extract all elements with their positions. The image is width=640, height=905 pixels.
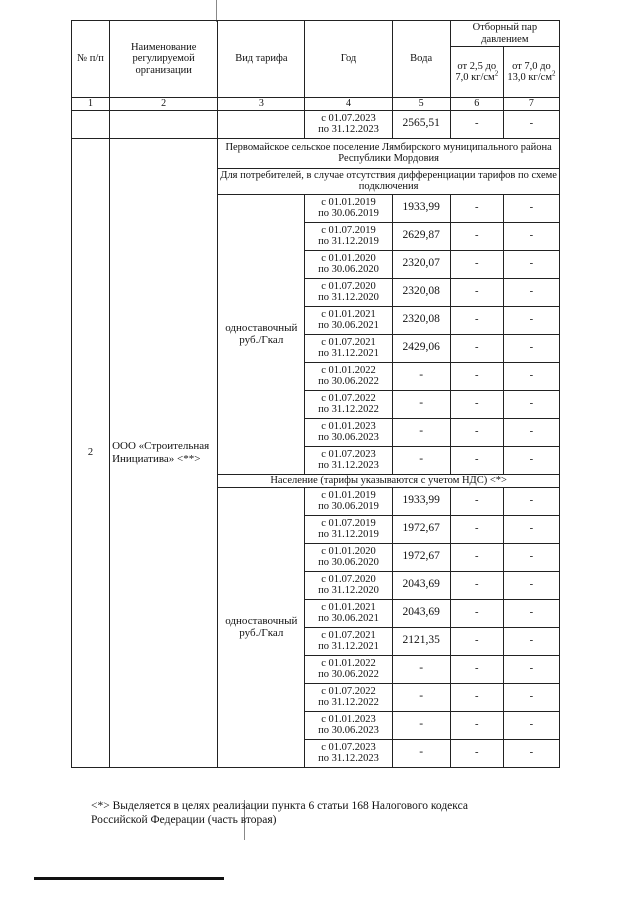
period-from: с 01.07.2023 — [321, 448, 376, 460]
header-water: Вода — [392, 21, 450, 98]
steam-high-value: - — [503, 655, 559, 683]
period-from: с 01.01.2022 — [321, 364, 376, 376]
period-from: с 01.07.2020 — [321, 280, 376, 292]
header-steam: Отборный пар давлением — [450, 21, 559, 47]
period-cell — [305, 222, 392, 250]
period-from: с 01.01.2019 — [321, 489, 376, 501]
period-from: с 01.07.2023 — [321, 112, 376, 124]
period-from: с 01.07.2022 — [321, 392, 376, 404]
period-to: по 31.12.2019 — [318, 529, 379, 540]
period-cell — [305, 418, 392, 446]
steam-high-value: - — [503, 711, 559, 739]
steam-low-value: - — [450, 446, 503, 474]
period-cell — [305, 711, 392, 739]
footnote: <*> Выделяется в целях реализации пункта 6 статьи 168 Налогового кодекса — [91, 800, 468, 812]
steam-high-value: - — [503, 222, 559, 250]
header-org: Наименование регулируемой организации — [110, 21, 218, 98]
header-steam-high-text: от 7,0 до 13,0 кг/см — [507, 60, 552, 83]
consumers-title: Для потребителей, в случае отсутствия дифференциации тарифов по схеме подключения — [218, 168, 560, 194]
col-number: 2 — [110, 98, 218, 111]
water-value: 2043,69 — [392, 599, 450, 627]
steam-high-value: - — [503, 627, 559, 655]
steam-high-value: - — [503, 250, 559, 278]
steam-low-value: - — [450, 194, 503, 222]
period-to: по 31.12.2019 — [318, 236, 379, 247]
period-cell — [305, 334, 392, 362]
period-cell — [305, 362, 392, 390]
period-cell — [305, 599, 392, 627]
period-to: по 30.06.2021 — [318, 320, 379, 331]
water-value: 2429,06 — [392, 334, 450, 362]
steam-high-value: - — [503, 683, 559, 711]
empty-cell — [218, 110, 305, 138]
water-value: 2565,51 — [392, 110, 450, 138]
steam-high-value: - — [503, 446, 559, 474]
period-from: с 01.07.2019 — [321, 224, 376, 236]
col-number: 3 — [218, 98, 305, 111]
footer-rule — [34, 877, 224, 880]
steam-high-value: - — [503, 110, 559, 138]
period-from: с 01.01.2019 — [321, 196, 376, 208]
tariff-table — [71, 20, 560, 768]
steam-high-value: - — [503, 515, 559, 543]
steam-low-value: - — [450, 362, 503, 390]
steam-low-value: - — [450, 222, 503, 250]
period-from: с 01.01.2020 — [321, 252, 376, 264]
period-to: по 31.12.2020 — [318, 585, 379, 596]
water-value: 2320,08 — [392, 278, 450, 306]
period-to: по 31.12.2020 — [318, 292, 379, 303]
period-cell — [305, 655, 392, 683]
steam-high-value: - — [503, 390, 559, 418]
water-value: 1933,99 — [392, 194, 450, 222]
water-value: 1972,67 — [392, 515, 450, 543]
water-value: - — [392, 390, 450, 418]
period-cell — [305, 571, 392, 599]
period-cell — [305, 110, 392, 138]
steam-low-value: - — [450, 655, 503, 683]
empty-cell — [110, 110, 218, 138]
col-number: 5 — [392, 98, 450, 111]
water-value: 2320,08 — [392, 306, 450, 334]
table-row-prev — [72, 110, 560, 138]
water-value: - — [392, 711, 450, 739]
steam-low-value: - — [450, 306, 503, 334]
steam-low-value: - — [450, 683, 503, 711]
period-cell — [305, 390, 392, 418]
steam-low-value: - — [450, 543, 503, 571]
scan-fold-line-top — [216, 0, 217, 22]
steam-low-value: - — [450, 250, 503, 278]
header-steam-high-sup: 2 — [551, 69, 556, 78]
steam-high-value: - — [503, 306, 559, 334]
water-value: 2629,87 — [392, 222, 450, 250]
period-cell — [305, 739, 392, 767]
period-to: по 31.12.2022 — [318, 697, 379, 708]
tariff-type-label: одноставочный руб./Гкал — [218, 487, 305, 767]
organization-name: ООО «Строительная Инициатива» <**> — [110, 138, 218, 767]
water-value: - — [392, 362, 450, 390]
column-numbers-row — [72, 98, 560, 111]
period-cell — [305, 543, 392, 571]
steam-high-value: - — [503, 194, 559, 222]
period-to: по 31.12.2023 — [318, 753, 379, 764]
period-to: по 31.12.2023 — [318, 460, 379, 471]
steam-low-value: - — [450, 711, 503, 739]
period-cell — [305, 446, 392, 474]
period-to: по 30.06.2020 — [318, 264, 379, 275]
water-value: - — [392, 739, 450, 767]
period-cell — [305, 683, 392, 711]
water-value: 2320,07 — [392, 250, 450, 278]
period-to: по 31.12.2023 — [318, 124, 379, 135]
water-value: - — [392, 418, 450, 446]
steam-high-value: - — [503, 739, 559, 767]
period-to: по 30.06.2019 — [318, 208, 379, 219]
period-from: с 01.01.2020 — [321, 545, 376, 557]
header-year: Год — [305, 21, 392, 98]
col-number: 1 — [72, 98, 110, 111]
steam-low-value: - — [450, 515, 503, 543]
steam-low-value: - — [450, 571, 503, 599]
header-steam-high — [503, 47, 559, 98]
period-cell — [305, 306, 392, 334]
period-to: по 30.06.2022 — [318, 376, 379, 387]
period-from: с 01.07.2022 — [321, 685, 376, 697]
period-cell — [305, 194, 392, 222]
population-title: Население (тарифы указываются с учетом НДС) <*> — [218, 474, 560, 487]
header-num: № п/п — [72, 21, 110, 98]
period-from: с 01.07.2021 — [321, 629, 376, 641]
water-value: - — [392, 655, 450, 683]
period-to: по 31.12.2022 — [318, 404, 379, 415]
header-tariff-type: Вид тарифа — [218, 21, 305, 98]
period-to: по 30.06.2020 — [318, 557, 379, 568]
period-from: с 01.07.2021 — [321, 336, 376, 348]
period-from: с 01.01.2021 — [321, 308, 376, 320]
steam-low-value: - — [450, 390, 503, 418]
settlement-title: Первомайское сельское поселение Лямбирского муниципального района Республики Мордовия — [218, 138, 560, 168]
period-to: по 30.06.2022 — [318, 669, 379, 680]
steam-low-value: - — [450, 110, 503, 138]
period-from: с 01.07.2020 — [321, 573, 376, 585]
steam-low-value: - — [450, 739, 503, 767]
steam-high-value: - — [503, 571, 559, 599]
col-number: 4 — [305, 98, 392, 111]
steam-low-value: - — [450, 418, 503, 446]
header-steam-low — [450, 47, 503, 98]
period-to: по 31.12.2021 — [318, 641, 379, 652]
period-to: по 30.06.2021 — [318, 613, 379, 624]
period-from: с 01.07.2019 — [321, 517, 376, 529]
water-value: 2121,35 — [392, 627, 450, 655]
water-value: 1933,99 — [392, 487, 450, 515]
period-to: по 30.06.2023 — [318, 432, 379, 443]
water-value: 2043,69 — [392, 571, 450, 599]
period-to: по 30.06.2019 — [318, 501, 379, 512]
water-value: 1972,67 — [392, 543, 450, 571]
water-value: - — [392, 683, 450, 711]
row-number: 2 — [72, 138, 110, 767]
water-value: - — [392, 446, 450, 474]
settlement-row — [72, 138, 560, 168]
header-steam-low-sup: 2 — [494, 69, 499, 78]
steam-high-value: - — [503, 487, 559, 515]
steam-high-value: - — [503, 599, 559, 627]
period-cell — [305, 487, 392, 515]
steam-low-value: - — [450, 334, 503, 362]
period-cell — [305, 515, 392, 543]
period-to: по 30.06.2023 — [318, 725, 379, 736]
col-number: 7 — [503, 98, 559, 111]
steam-low-value: - — [450, 487, 503, 515]
col-number: 6 — [450, 98, 503, 111]
steam-high-value: - — [503, 543, 559, 571]
steam-high-value: - — [503, 418, 559, 446]
period-cell — [305, 627, 392, 655]
steam-low-value: - — [450, 599, 503, 627]
period-from: с 01.01.2021 — [321, 601, 376, 613]
header-steam-low-text: от 2,5 до 7,0 кг/см — [455, 60, 497, 83]
footnote-continuation: Российской Федерации (часть вторая) — [91, 814, 277, 826]
header-row — [72, 21, 560, 47]
steam-low-value: - — [450, 627, 503, 655]
period-to: по 31.12.2021 — [318, 348, 379, 359]
empty-cell — [72, 110, 110, 138]
period-cell — [305, 250, 392, 278]
steam-low-value: - — [450, 278, 503, 306]
steam-high-value: - — [503, 362, 559, 390]
steam-high-value: - — [503, 278, 559, 306]
period-from: с 01.07.2023 — [321, 741, 376, 753]
period-cell — [305, 278, 392, 306]
period-from: с 01.01.2023 — [321, 420, 376, 432]
period-from: с 01.01.2023 — [321, 713, 376, 725]
steam-high-value: - — [503, 334, 559, 362]
period-from: с 01.01.2022 — [321, 657, 376, 669]
tariff-type-label: одноставочный руб./Гкал — [218, 194, 305, 474]
